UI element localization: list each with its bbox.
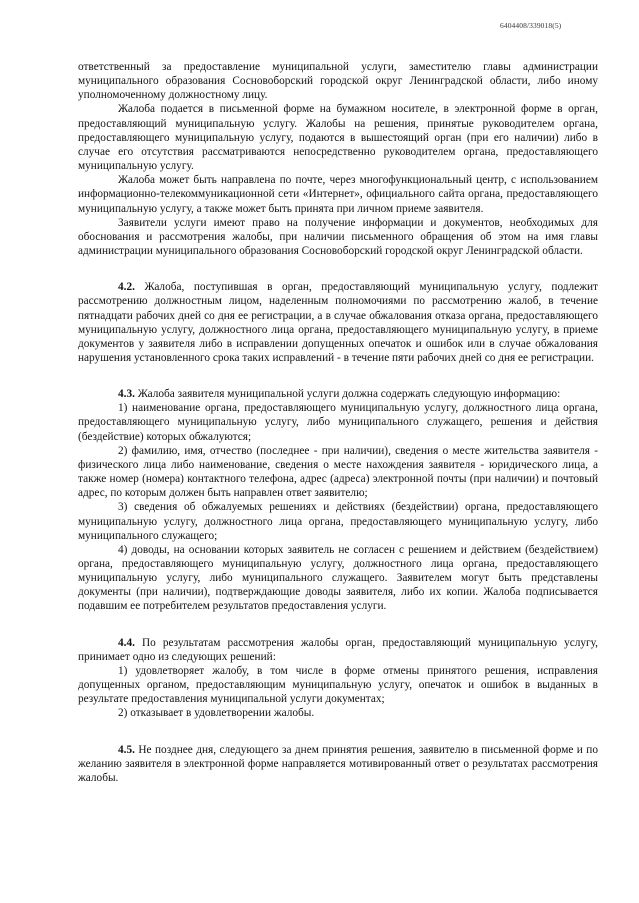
intro-paragraph-1: ответственный за предоставление муниципальной услуги, заместителю главы администрации муниципального образования Сосновоборский городской округ Ленинградской области, либо иному уполномоченному должностному лицу.: [78, 61, 598, 102]
section-number: 4.3.: [118, 388, 135, 401]
section-4-4: [78, 636, 598, 664]
section-4-2: [78, 280, 598, 365]
list-item: 2) фамилию, имя, отчество (последнее - при наличии), сведения о месте жительства заявителя - физического лица либо наименование, сведения о месте нахождения заявителя - юридического лица, а также номер (номера) контактного телефона, адрес (адреса) электронной почты (при наличии) и почтовый адрес, по которым должен быть направлен ответ заявителю;: [78, 444, 598, 500]
list-item: 1) наименование органа, предоставляющего муниципальную услугу, должностного лица органа, предоставляющего муниципальную услугу, либо муниципального служащего, решения и действия (бездействие) которых обжалуются;: [78, 402, 598, 443]
list-item: 4) доводы, на основании которых заявитель не согласен с решением и действием (бездействием) органа, предоставляющего муниципальную услугу, должностного лица органа, предоставляющего муниципальную услугу, либо муниципального служащего. Заявителем могут быть представлены документы (при наличии), подтверждающие доводы заявителя, либо их копии. Жалоба подписывается подавшим ее потребителем результатов предоставления услуги.: [78, 543, 598, 613]
section-text: Жалоба, поступившая в орган, предоставляющий муниципальную услугу, подлежит рассмотрению должностным лицом, наделенным полномочиями по рассмотрению жалоб, в течение пятнадцати рабочих дней со дня ее регистрации, а в случае обжалования отказа органа, предоставляющего муниципальную услугу, должностного лица органа, предоставляющего муниципальную услугу, в приеме документов у заявителя либо в исправлении допущенных опечаток и ошибок или в случае обжалования нарушения установленного срока таких исправлений - в течение пяти рабочих дней со дня ее регистрации.: [78, 281, 598, 364]
section-text: Не позднее дня, следующего за днем принятия решения, заявителю в письменной форме и по желанию заявителя в электронной форме направляется мотивированный ответ о результатах рассмотрения жалобы.: [78, 743, 598, 784]
document-id: 6404408/339018(5): [500, 21, 562, 30]
section-4-3: [78, 387, 598, 401]
list-item: 2) отказывает в удовлетворении жалобы.: [118, 707, 315, 720]
intro-paragraph-2: Жалоба подается в письменной форме на бумажном носителе, в электронной форме в орган, предоставляющий муниципальную услугу. Жалобы на решения, принятые руководителем органа, предоставляющего муниципальную услугу, подаются в вышестоящий орган (при его наличии) либо в случае его отсутствия рассматриваются непосредственно руководителем органа, предоставляющего муниципальную услугу.: [78, 103, 598, 173]
list-item: 3) сведения об обжалуемых решениях и действиях (бездействии) органа, предоставляющего муниципальную услугу, должностного лица органа, предоставляющего муниципальную услугу, либо муниципального служащего;: [78, 501, 598, 542]
section-number: 4.2.: [118, 281, 135, 294]
section-number: 4.5.: [118, 743, 135, 756]
intro-paragraph-4: Заявители услуги имеют право на получение информации и документов, необходимых для обоснования и рассмотрения жалобы, при наличии письменного обращения об этом на имя главы администрации муниципального образования Сосновоборский городской округ Ленинградской области.: [78, 216, 598, 258]
list-item: 1) удовлетворяет жалобу, в том числе в форме отмены принятого решения, исправления допущенных органом, предоставляющим муниципальную услугу, опечаток и ошибок в выданных в результате предоставления муниципальной услуги документах;: [78, 664, 598, 706]
section-number: 4.4.: [118, 636, 135, 649]
section-text: Жалоба заявителя муниципальной услуги должна содержать следующую информацию:: [134, 388, 561, 401]
section-4-5: [78, 743, 598, 785]
document-body: [78, 60, 598, 785]
section-text: По результатам рассмотрения жалобы орган, предоставляющий муниципальную услугу, принимает одно из следующих решений:: [78, 636, 598, 663]
intro-paragraph-3: Жалоба может быть направлена по почте, через многофункциональный центр, с использованием информационно-телекоммуникационной сети «Интернет», официального сайта органа, предоставляющего муниципальную услугу, а также может быть принята при личном приеме заявителя.: [78, 174, 598, 215]
